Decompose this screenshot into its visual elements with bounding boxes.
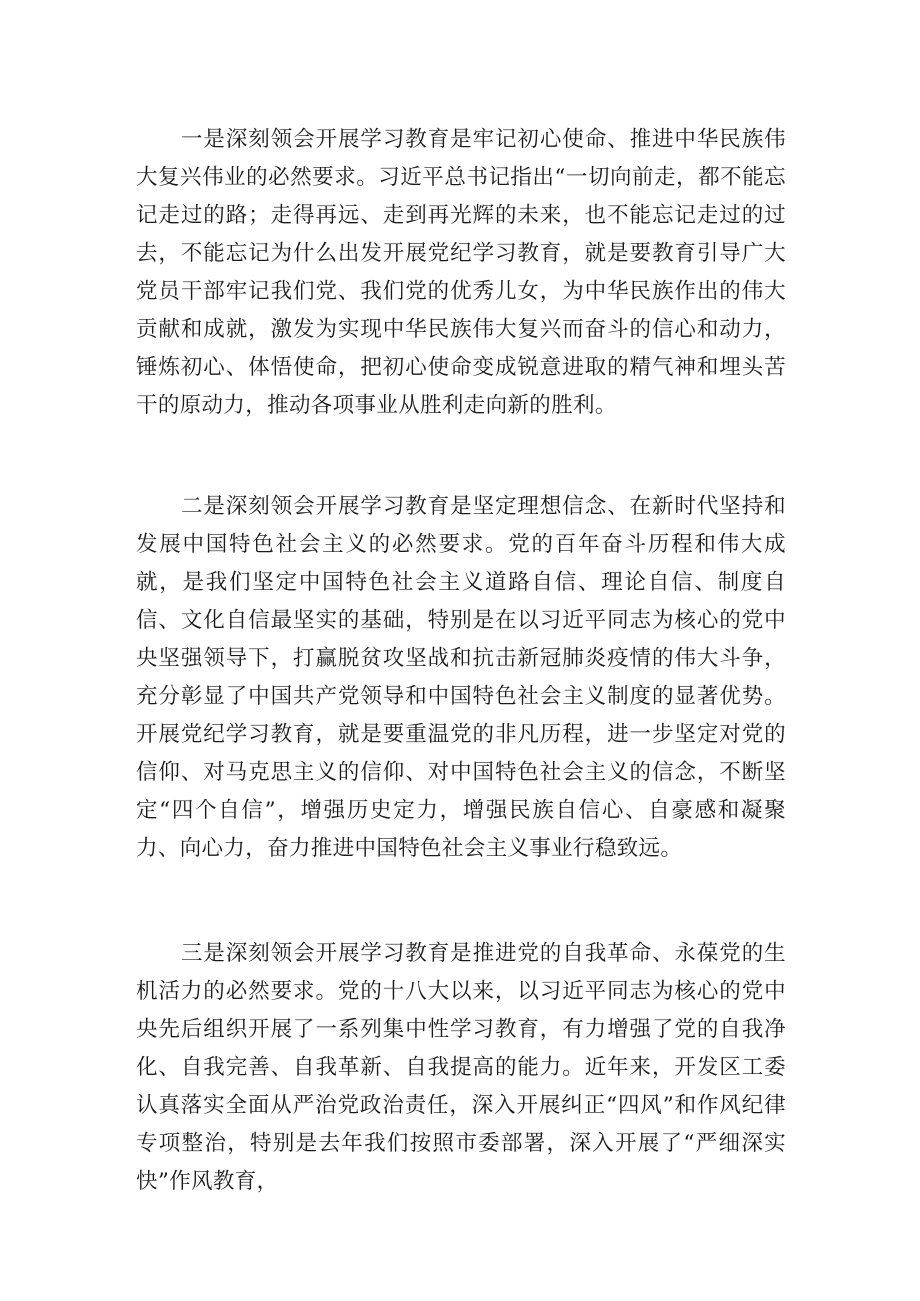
paragraph-3: 三是深刻领会开展学习教育是推进党的自我革命、永葆党的生机活力的必然要求。党的十八大以来，以习近平同志为核心的党中央先后组织开展了一系列集中性学习教育，有力增强了党的自我净化、自我完善、自我革新、自我提高的能力。近年来，开发区工委认真落实全面从严治党政治责任，深入开展纠正“四风”和作风纪律专项整治，特别是去年我们按照市委部署，深入开展了“严细深实快”作风教育， (136, 941, 786, 1194)
paragraph-1: 一是深刻领会开展学习教育是牢记初心使命、推进中华民族伟大复兴伟业的必然要求。习近平总书记指出“一切向前走，都不能忘记走过的路；走得再远、走到再光辉的未来，也不能忘记走过的过去，不能忘记为什么出发开展党纪学习教育，就是要教育引导广大党员干部牢记我们党、我们党的优秀儿女，为中华民族作出的伟大贡献和成就，激发为实现中华民族伟大复兴而奋斗的信心和动力，锤炼初心、体悟使命，把初心使命变成锐意进取的精气神和埋头苦干的原动力，推动各项事业从胜利走向新的胜利。 (136, 127, 786, 418)
paragraph-2: 二是深刻领会开展学习教育是坚定理想信念、在新时代坚持和发展中国特色社会主义的必然要求。党的百年奋斗历程和伟大成就，是我们坚定中国特色社会主义道路自信、理论自信、制度自信、文化自信最坚实的基础，特别是在以习近平同志为核心的党中央坚强领导下，打赢脱贫攻坚战和抗击新冠肺炎疫情的伟大斗争，充分彰显了中国共产党领导和中国特色社会主义制度的显著优势。开展党纪学习教育，就是要重温党的非凡历程，进一步坚定对党的信仰、对马克思主义的信仰、对中国特色社会主义的信念，不断坚定“四个自信”，增强历史定力，增强民族自信心、自豪感和凝聚力、向心力，奋力推进中国特色社会主义事业行稳致远。 (136, 494, 786, 861)
